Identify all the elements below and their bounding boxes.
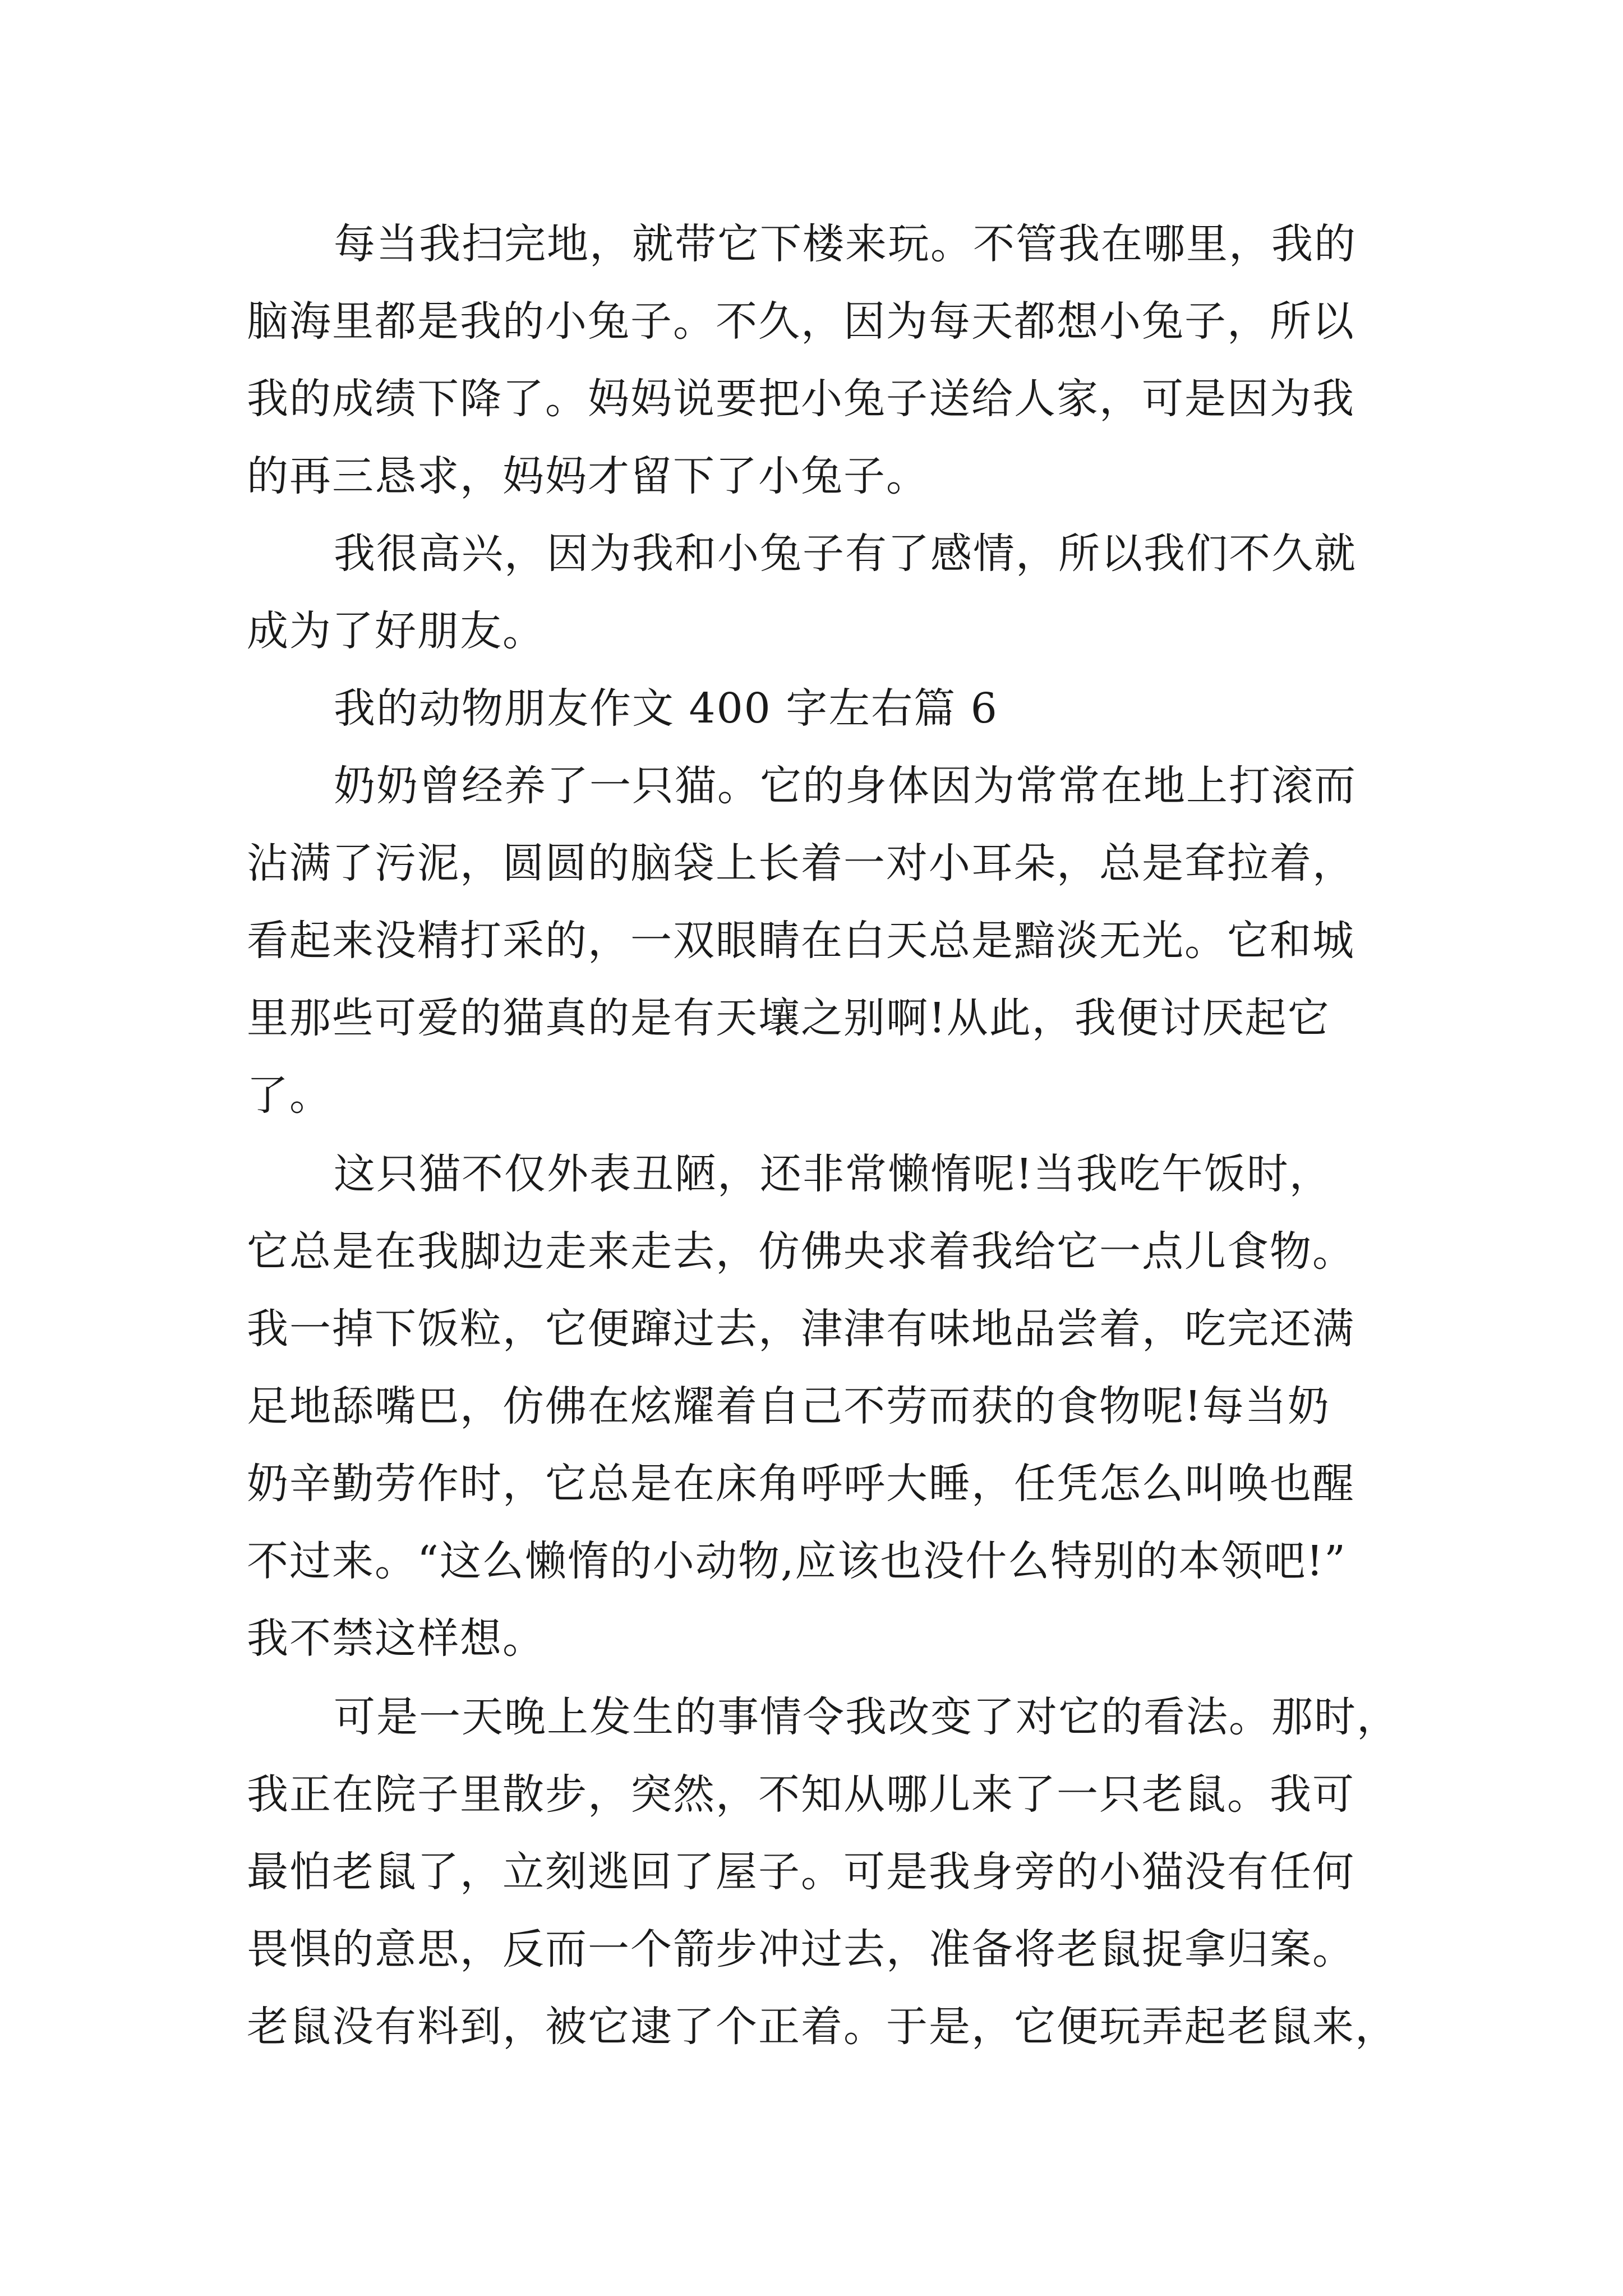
paragraph-line: 了。 [247,1071,332,1120]
paragraph-line: 可是一天晚上发生的事情令我改变了对它的看法。那时， [334,1693,1399,1741]
paragraph-line: 的再三恳求，妈妈才留下了小兔子。 [247,452,929,500]
paragraph-line: 看起来没精打采的，一双眼睛在白天总是黯淡无光。它和城 [247,917,1355,965]
paragraph-line: 我一掉下饭粒，它便蹿过去，津津有味地品尝着，吃完还满 [247,1305,1355,1353]
paragraph-line: 脑海里都是我的小兔子。不久，因为每天都想小兔子，所以 [247,297,1355,346]
paragraph-line: 最怕老鼠了，立刻逃回了屋子。可是我身旁的小猫没有任何 [247,1848,1355,1896]
paragraph-line: 沾满了污泥，圆圆的脑袋上长着一对小耳朵，总是耷拉着， [247,839,1355,887]
paragraph-line: 这只猫不仅外表丑陋，还非常懒惰呢!当我吃午饭时， [334,1150,1332,1198]
paragraph-line: 足地舔嘴巴，仿佛在炫耀着自己不劳而获的食物呢!每当奶 [247,1382,1330,1430]
paragraph-line: 每当我扫完地，就带它下楼来玩。不管我在哪里，我的 [334,220,1357,268]
paragraph-line: 畏惧的意思，反而一个箭步冲过去，准备将老鼠捉拿归案。 [247,1925,1355,1973]
paragraph-line: 奶辛勤劳作时，它总是在床角呼呼大睡，任凭怎么叫唤也醒 [247,1460,1355,1508]
paragraph-line: 里那些可爱的猫真的是有天壤之别啊!从此，我便讨厌起它 [247,994,1330,1042]
paragraph-line: 我正在院子里散步，突然，不知从哪儿来了一只老鼠。我可 [247,1770,1355,1819]
paragraph-line: 老鼠没有料到，被它逮了个正着。于是，它便玩弄起老鼠来， [247,2003,1398,2051]
paragraph-line: 它总是在我脚边走来走去，仿佛央求着我给它一点儿食物。 [247,1227,1355,1276]
paragraph-line: 不过来。“这么懒惰的小动物,应该也没什么特别的本领吧!” [247,1537,1347,1585]
paragraph-line: 成为了好朋友。 [247,607,545,655]
paragraph-line: 我的成绩下降了。妈妈说要把小兔子送给人家，可是因为我 [247,375,1355,423]
paragraph-line: 我很高兴，因为我和小兔子有了感情，所以我们不久就 [334,530,1357,578]
section-heading: 我的动物朋友作文 400 字左右篇 6 [334,684,998,733]
paragraph-line: 我不禁这样想。 [247,1614,545,1663]
paragraph-line: 奶奶曾经养了一只猫。它的身体因为常常在地上打滚而 [334,762,1357,810]
